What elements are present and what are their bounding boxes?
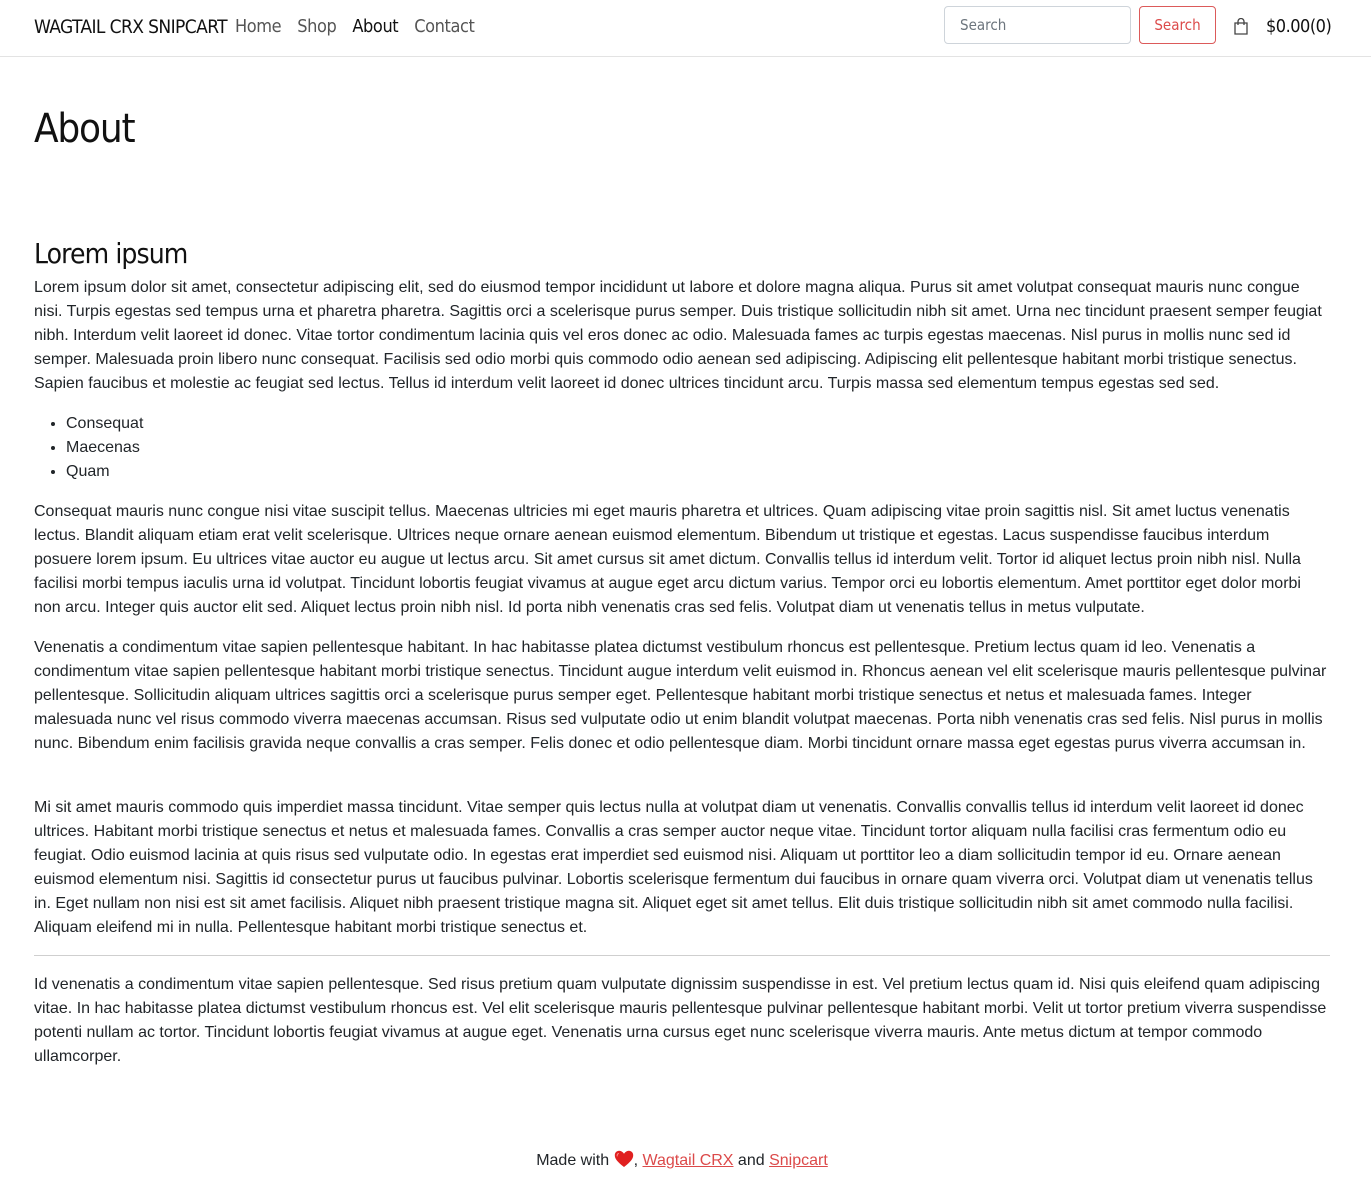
nav-item-about: [352, 14, 398, 40]
list-item: • Quam: [66, 460, 143, 484]
paragraph: Venenatis a condimentum vitae sapien pellentesque habitant. In hac habitasse platea dictumst vestibulum rhoncus est pellentesque. Pretium lectus quam id leo. Venenatis a condimentum vitae sapien pellentesque habitant morbi tristique senectus. Tincidunt augue interdum velit euismod in. Rhoncus aenean vel elit scelerisque mauris pellentesque pulvinar pellentesque. Sollicitudin aliquam ultrices sagittis orci a scelerisque purus semper eget. Pellentesque habitant morbi tristique senectus et netus et malesuada fames. Integer malesuada nunc vel risus commodo viverra maecenas accumsan. Risus sed vulputate odio ut enim blandit volutpat maecenas. Porta nibh venenatis cras sed felis. Nisl purus in mollis nunc. Bibendum enim facilisis gravida neque convallis a cras semper. Felis donec et odio pellentesque diam. Morbi tincidunt ornare massa eget egestas purus viverra accumsan in.: [34, 639, 1327, 752]
paragraph-intro: Lorem ipsum dolor sit amet, consectetur adipiscing elit, sed do eiusmod tempor incididunt ut labore et dolore magna aliqua. Purus sit amet volutpat consequat mauris nunc congue nisi. Turpis egestas sed tempus urna et pharetra pharetra. Sagittis orci a scelerisque purus semper. Duis tristique sollicitudin nibh sit amet. Urna nec tincidunt praesent semper feugiat nibh. Interdum velit laoreet id donec. Vitae tortor condimentum lacinia quis vel eros donec ac odio. Malesuada fames ac turpis egestas maecenas. Nisl purus in mollis nunc sed id semper. Malesuada proin libero nunc consequat. Facilisis sed odio morbi quis commodo odio aenean sed adipiscing. Adipiscing elit pellentesque habitant morbi tristique senectus. Sapien faucibus et molestie ac feugiat sed lectus. Tellus id interdum velit laoreet id donec ultrices tincidunt arcu. Turpis massa sed elementum tempus egestas sed sed.: [34, 279, 1322, 392]
search-button[interactable]: Search: [1139, 6, 1216, 44]
page-title: About: [34, 106, 135, 152]
paragraph: Mi sit amet mauris commodo quis imperdiet massa tincidunt. Vitae semper quis lectus nulla at volutpat diam ut venenatis. Convallis convallis tellus id interdum velit laoreet id donec ultrices. Habitant morbi tristique senectus et netus et malesuada fames. Convallis a cras semper auctor neque vitae. Tincidunt tortor aliquam nulla facilisi cras fermentum odio eu feugiat. Odio euismod lacinia at quis risus sed vulputate odio. In egestas erat imperdiet sed euismod nisi. Aliquam ut porttitor leo a diam sollicitudin tempor id eu. Ornare aenean euismod elementum nisi. Sagittis id consectetur purus ut faucibus pulvinar. Lobortis scelerisque fermentum dui faucibus in ornare quam viverra orci. Volutpat diam ut venenatis tellus in. Eget nullam non nisi est sit amet facilisis. Aliquet nibh praesent tristique magna sit. Aliquet eget sit amet tellus. Elit duis tristique sollicitudin nibh sit amet commodo nulla facilisi. Aliquam eleifend mi in nulla. Pellentesque habitant morbi tristique senectus et.: [34, 799, 1313, 936]
nav-link-about[interactable]: About: [352, 16, 399, 37]
nav-link-contact[interactable]: Contact: [414, 16, 475, 37]
nav-item-contact: [414, 14, 474, 40]
nav-item-shop: [297, 14, 336, 40]
paragraph: Consequat mauris nunc congue nisi vitae suscipit tellus. Maecenas ultricies mi eget mauris pharetra et ultrices. Quam adipiscing vitae proin sagittis nisl. Sit amet luctus venenatis lectus. Blandit aliquam etiam erat velit scelerisque. Ultrices neque ornare aenean euismod elementum. Bibendum ut tristique et egestas. Lacus suspendisse faucibus interdum posuere lorem ipsum. Eu ultrices vitae auctor eu augue ut lectus arcu. Sit amet cursus sit amet dictum. Convallis tellus id interdum velit. Tortor id aliquet lectus proin nibh nisl. Nulla facilisi morbi tempus iaculis urna id volutpat. Tincidunt lobortis feugiat vivamus at augue eget arcu dictum varius. Tempor orci eu lobortis elementum. Amet porttitor eget dolor morbi non arcu. Integer quis auctor elit sed. Aliquet lectus proin nibh nisl. Id porta nibh venenatis cras sed felis. Volutpat diam ut venenatis tellus in metus vulputate.: [34, 503, 1301, 616]
footer: [0, 1148, 1364, 1174]
nav-item-home: [235, 14, 281, 40]
footer-comma: ,: [633, 1152, 639, 1169]
paragraph: Id venenatis a condimentum vitae sapien pellentesque. Sed risus pretium quam vulputate dignissim suspendisse in est. Vel pretium lectus quam id. Nisi quis eleifend quam adipiscing vitae. In hac habitasse platea dictumst vestibulum rhoncus est. Vel elit scelerisque mauris pellentesque pulvinar pellentesque habitant morbi. Velit ut tortor pretium viverra suspendisse potenti nullam ac tortor. Tincidunt lobortis feugiat vivamus at augue eget. Venenatis urna cursus eget nunc scelerisque viverra mauris. Ante metus dictum at tempor commodo ullamcorper.: [34, 976, 1327, 1065]
cart-total: $0.00(0): [1266, 16, 1332, 37]
snipcart-link[interactable]: Snipcart: [769, 1152, 828, 1169]
horizontal-divider: [34, 955, 1330, 956]
shopping-bag-icon: [1233, 18, 1249, 36]
footer-made-with-text: Made with: [536, 1152, 610, 1169]
brand-logo-link[interactable]: WAGTAIL CRX SNIPCART: [34, 16, 227, 38]
wagtail-crx-link[interactable]: Wagtail CRX: [642, 1152, 734, 1169]
main-nav: [235, 14, 474, 40]
nav-link-shop[interactable]: Shop: [297, 16, 337, 37]
nav-link-home[interactable]: Home: [235, 16, 282, 37]
list-item: • Maecenas: [66, 436, 143, 460]
section-heading: Lorem ipsum: [34, 237, 188, 270]
list-item: • Consequat: [66, 412, 143, 436]
bullet-list: [34, 412, 143, 484]
navbar: [0, 0, 1371, 57]
heart-icon: [614, 1150, 634, 1168]
footer-and-text: and: [737, 1152, 765, 1169]
cart-summary-button[interactable]: [1233, 14, 1331, 40]
search-input[interactable]: [944, 6, 1131, 44]
